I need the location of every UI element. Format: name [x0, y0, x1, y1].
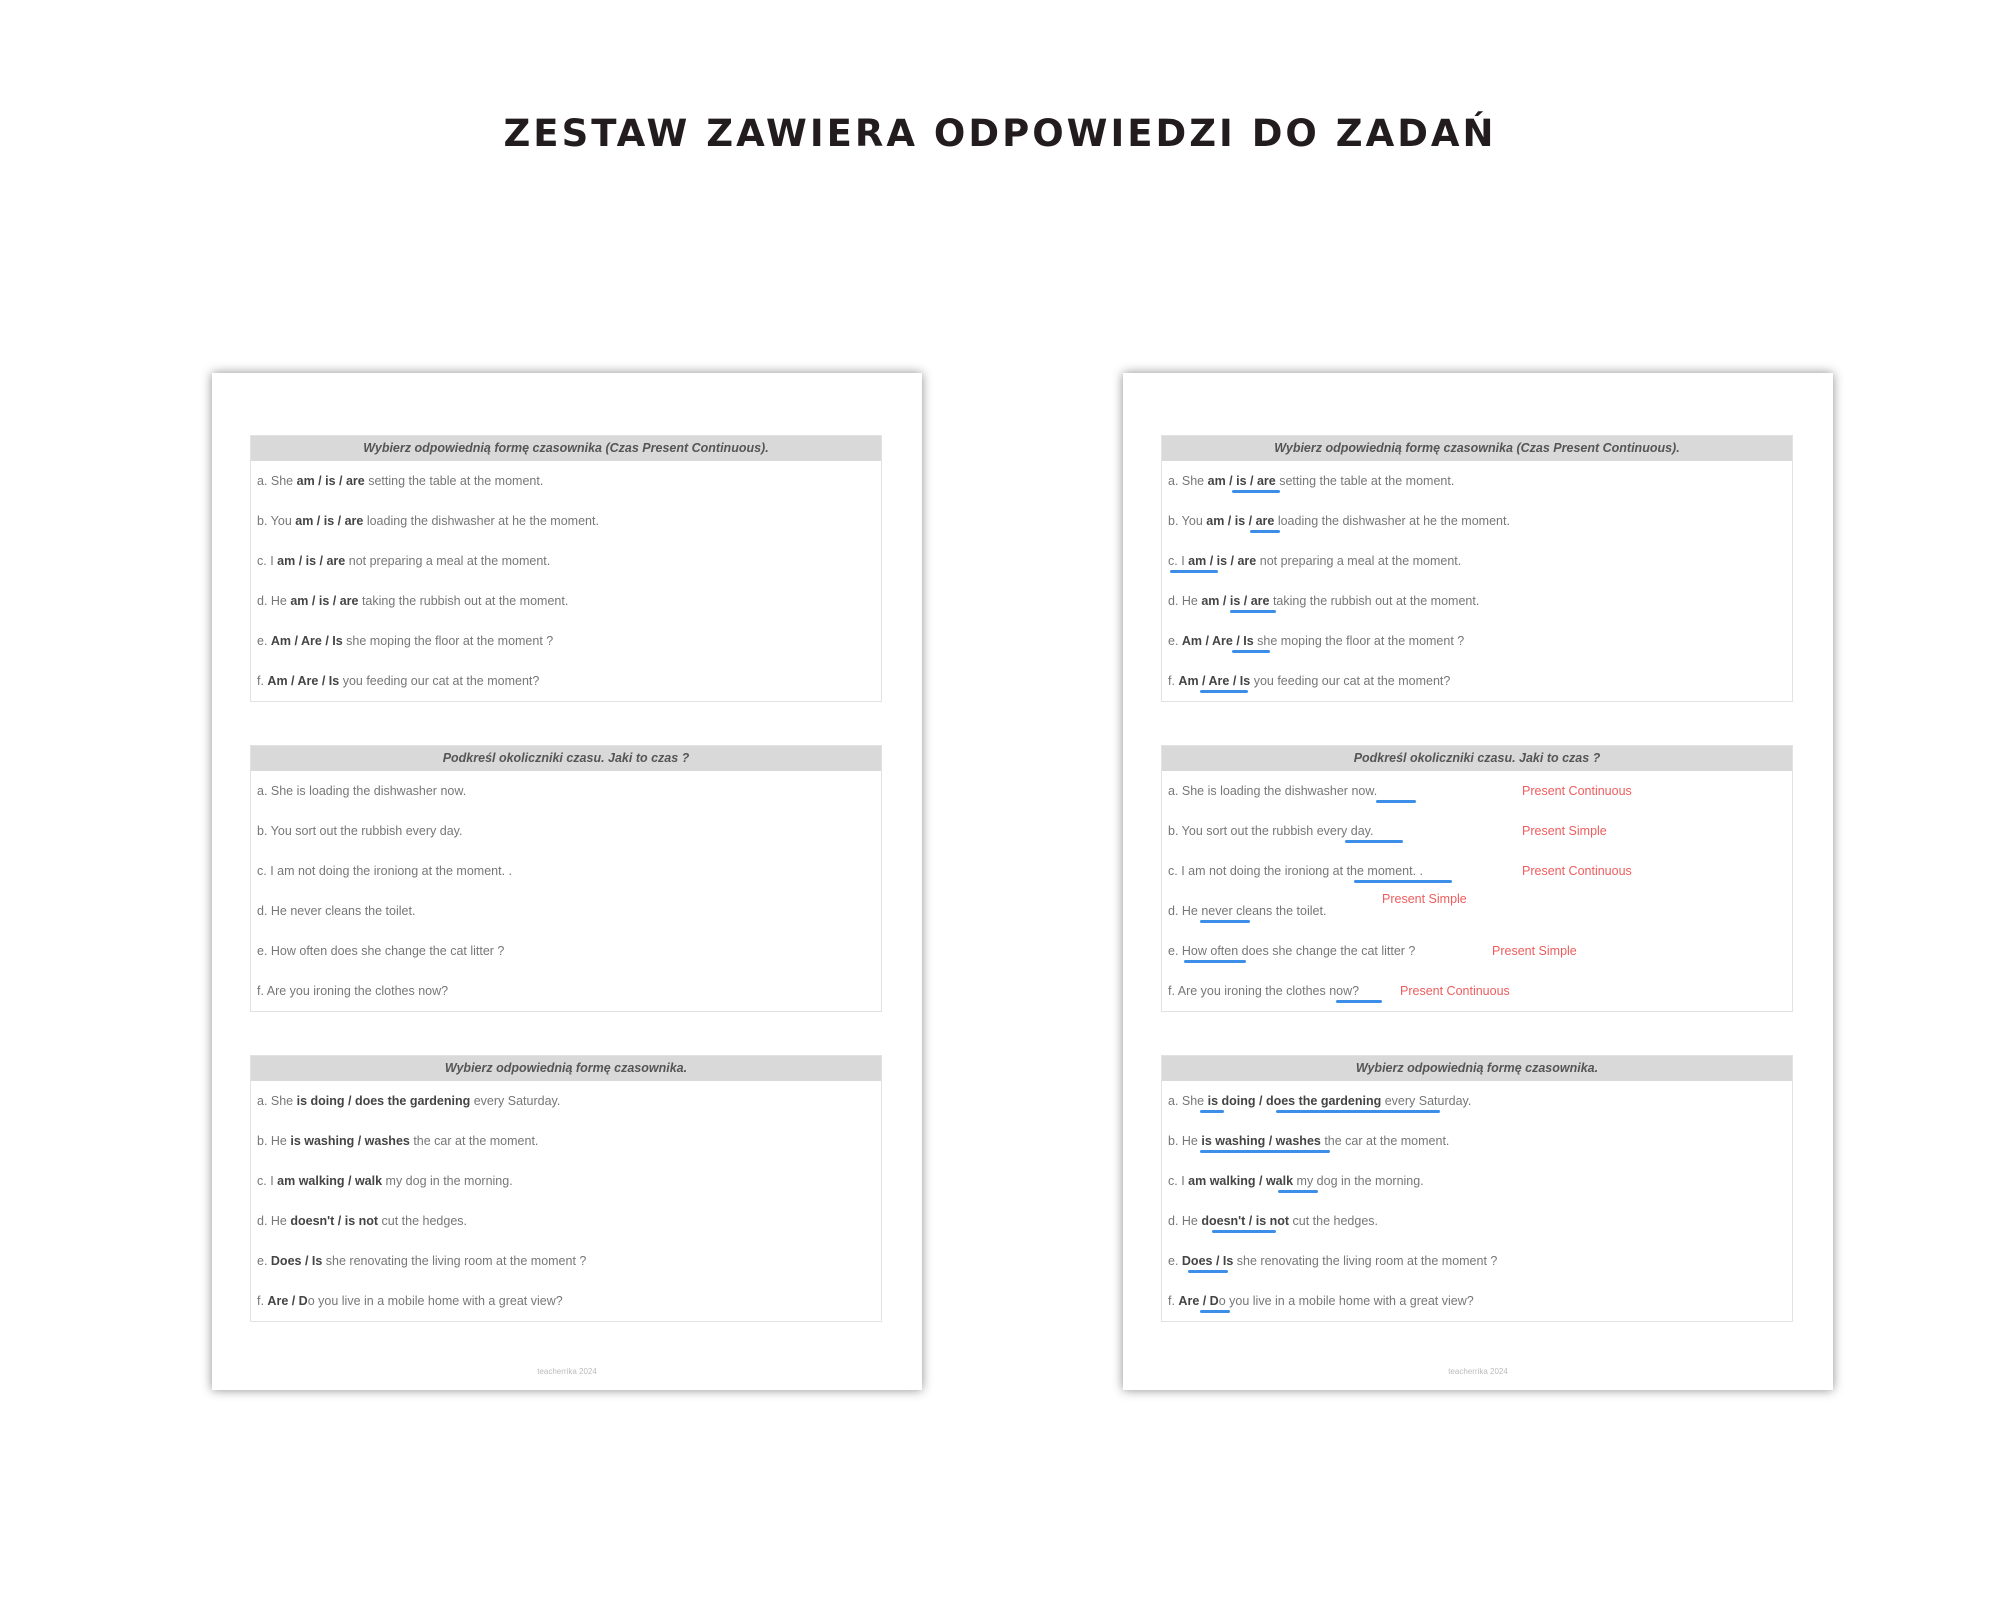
- item-text: f.: [257, 674, 268, 688]
- item-text: c. I: [1168, 1174, 1189, 1188]
- exercise-item: [251, 891, 881, 931]
- exercise-title: Wybierz odpowiednią formę czasownika (Czas Present Continuous).: [251, 436, 881, 461]
- exercise-item: [1162, 851, 1792, 891]
- item-text-rest: you feeding our cat at the moment?: [1250, 674, 1451, 688]
- item-text: f.: [257, 1294, 268, 1308]
- exercise-item: [1162, 581, 1792, 621]
- exercise-item: [251, 1201, 881, 1241]
- exercise-item: [1162, 621, 1792, 661]
- answer-tense-note: Present Simple: [1492, 944, 1577, 958]
- answer-underline: [1170, 570, 1218, 573]
- item-options: is doing / does the gardening: [296, 1094, 471, 1108]
- answer-underline: [1200, 690, 1248, 693]
- item-text: b. You sort out the rubbish every day.: [257, 824, 463, 838]
- answer-underline: [1278, 1190, 1318, 1193]
- exercise-item: [251, 811, 881, 851]
- item-text: c. I: [257, 554, 278, 568]
- exercise-block: [1161, 435, 1793, 702]
- item-text-rest: taking the rubbish out at the moment.: [1269, 594, 1480, 608]
- item-text-rest: cut the hedges.: [1289, 1214, 1379, 1228]
- exercise-item: [251, 621, 881, 661]
- answer-underline: [1184, 960, 1246, 963]
- answer-underline: [1200, 920, 1250, 923]
- exercise-item: [251, 541, 881, 581]
- exercise-item: [1162, 1161, 1792, 1201]
- item-options: Am / Are / Is: [1181, 634, 1254, 648]
- item-options: am / is / are: [290, 594, 359, 608]
- headline: ZESTAW ZAWIERA ODPOWIEDZI DO ZADAŃ: [503, 112, 1497, 155]
- item-text: b. You: [257, 514, 296, 528]
- item-text-rest: setting the table at the moment.: [364, 474, 544, 488]
- item-text: f.: [1168, 1294, 1179, 1308]
- exercise-title: Wybierz odpowiednią formę czasownika.: [1162, 1056, 1792, 1081]
- exercise-title: Podkreśl okoliczniki czasu. Jaki to czas ?: [1162, 746, 1792, 771]
- answer-underline: [1230, 610, 1276, 613]
- exercise-item: [251, 661, 881, 701]
- item-text-rest: you feeding our cat at the moment?: [339, 674, 540, 688]
- answer-underline: [1232, 650, 1270, 653]
- item-text-rest: o you live in a mobile home with a great view?: [1218, 1294, 1474, 1308]
- item-text-rest: my dog in the morning.: [1293, 1174, 1424, 1188]
- answer-underline: [1188, 1270, 1228, 1273]
- exercise-item: [251, 1241, 881, 1281]
- exercise-item: [251, 971, 881, 1011]
- item-text: c. I: [257, 1174, 278, 1188]
- item-text-rest: o you live in a mobile home with a great view?: [307, 1294, 563, 1308]
- answer-underline: [1276, 1110, 1440, 1113]
- item-options: am walking / walk: [277, 1174, 383, 1188]
- item-options: am walking / walk: [1188, 1174, 1294, 1188]
- item-text: a. She: [1168, 474, 1208, 488]
- item-text-rest: loading the dishwasher at he the moment.: [1274, 514, 1510, 528]
- item-text: f. Are you ironing the clothes now?: [1168, 984, 1360, 998]
- item-text: f.: [1168, 674, 1179, 688]
- item-options: Are / D: [267, 1294, 308, 1308]
- item-options: Are / D: [1178, 1294, 1219, 1308]
- answer-tense-note: Present Simple: [1382, 892, 1467, 906]
- item-text: d. He: [257, 1214, 291, 1228]
- item-text: e.: [257, 1254, 271, 1268]
- item-text: c. I am not doing the ironiong at the moment. .: [1168, 864, 1424, 878]
- answer-underline: [1250, 530, 1280, 533]
- item-text: c. I am not doing the ironiong at the moment. .: [257, 864, 513, 878]
- item-text-rest: loading the dishwasher at he the moment.: [363, 514, 599, 528]
- worksheet-page-blank: [212, 373, 922, 1390]
- exercise-item: [1162, 541, 1792, 581]
- answer-tense-note: Present Simple: [1522, 824, 1607, 838]
- exercise-item: [1162, 1281, 1792, 1321]
- exercise-block: [250, 1055, 882, 1322]
- item-options: am / is / are: [295, 514, 364, 528]
- item-text-rest: my dog in the morning.: [382, 1174, 513, 1188]
- exercise-item: [1162, 771, 1792, 811]
- item-text: d. He: [1168, 1214, 1202, 1228]
- exercise-item: [1162, 811, 1792, 851]
- exercise-item: [1162, 1241, 1792, 1281]
- page-footer: teacherrika 2024: [1448, 1367, 1508, 1376]
- item-options: is washing / washes: [290, 1134, 410, 1148]
- exercise-block: [250, 745, 882, 1012]
- item-options: am / is / are: [1206, 514, 1275, 528]
- item-text: f. Are you ironing the clothes now?: [257, 984, 449, 998]
- item-options: am / is / are: [277, 554, 346, 568]
- item-options: am / is / are: [1207, 474, 1276, 488]
- exercise-item: [251, 1161, 881, 1201]
- item-text-rest: she renovating the living room at the moment ?: [322, 1254, 587, 1268]
- item-text: d. He: [1168, 594, 1202, 608]
- answer-underline: [1200, 1310, 1230, 1313]
- answer-tense-note: Present Continuous: [1400, 984, 1510, 998]
- item-text-rest: cut the hedges.: [378, 1214, 468, 1228]
- item-text: e. How often does she change the cat litter ?: [1168, 944, 1416, 958]
- exercise-item: [1162, 1121, 1792, 1161]
- answer-underline: [1376, 800, 1416, 803]
- page-footer: teacherrika 2024: [537, 1367, 597, 1376]
- item-options: is washing / washes: [1201, 1134, 1321, 1148]
- exercise-item: [251, 851, 881, 891]
- item-options: am / is / are: [296, 474, 365, 488]
- exercise-item: [1162, 891, 1792, 931]
- item-text: b. You sort out the rubbish every day.: [1168, 824, 1374, 838]
- exercise-item: [251, 501, 881, 541]
- exercise-item: [251, 581, 881, 621]
- item-text-rest: every Saturday.: [1381, 1094, 1472, 1108]
- exercise-item: [1162, 931, 1792, 971]
- item-text-rest: the car at the moment.: [1320, 1134, 1450, 1148]
- item-text: a. She: [257, 474, 297, 488]
- exercise-title: Wybierz odpowiednią formę czasownika (Czas Present Continuous).: [1162, 436, 1792, 461]
- item-text: e.: [1168, 634, 1182, 648]
- item-text: e. How often does she change the cat litter ?: [257, 944, 505, 958]
- exercise-item: [1162, 971, 1792, 1011]
- answer-tense-note: Present Continuous: [1522, 864, 1632, 878]
- answer-underline: [1200, 1150, 1330, 1153]
- item-options: Am / Are / Is: [267, 674, 340, 688]
- exercise-item: [251, 1281, 881, 1321]
- item-text-rest: taking the rubbish out at the moment.: [358, 594, 569, 608]
- item-options: doesn't / is not: [290, 1214, 379, 1228]
- worksheet-page-answers: [1123, 373, 1833, 1390]
- item-text-rest: every Saturday.: [470, 1094, 561, 1108]
- item-text: a. She is loading the dishwasher now.: [1168, 784, 1378, 798]
- item-text-rest: she moping the floor at the moment ?: [342, 634, 554, 648]
- exercise-item: [251, 771, 881, 811]
- item-text: d. He: [257, 594, 291, 608]
- item-text: b. He: [257, 1134, 291, 1148]
- item-text: e.: [257, 634, 271, 648]
- exercise-item: [251, 931, 881, 971]
- answer-underline: [1212, 1230, 1276, 1233]
- item-text: a. She is loading the dishwasher now.: [257, 784, 467, 798]
- exercise-item: [251, 461, 881, 501]
- exercise-item: [251, 1081, 881, 1121]
- exercise-item: [251, 1121, 881, 1161]
- answer-underline: [1232, 490, 1280, 493]
- item-options: doesn't / is not: [1201, 1214, 1290, 1228]
- exercise-item: [1162, 461, 1792, 501]
- exercise-item: [1162, 1201, 1792, 1241]
- item-text: e.: [1168, 1254, 1182, 1268]
- item-text-rest: not preparing a meal at the moment.: [1256, 554, 1462, 568]
- item-text-rest: not preparing a meal at the moment.: [345, 554, 551, 568]
- exercise-title: Wybierz odpowiednią formę czasownika.: [251, 1056, 881, 1081]
- item-text: b. He: [1168, 1134, 1202, 1148]
- exercise-item: [1162, 1081, 1792, 1121]
- item-options: Am / Are / Is: [270, 634, 343, 648]
- exercise-item: [1162, 501, 1792, 541]
- item-text: c. I: [1168, 554, 1189, 568]
- item-options: is doing / does the gardening: [1207, 1094, 1382, 1108]
- item-options: Does / Is: [270, 1254, 323, 1268]
- exercise-title: Podkreśl okoliczniki czasu. Jaki to czas ?: [251, 746, 881, 771]
- item-text: a. She: [257, 1094, 297, 1108]
- answer-underline: [1200, 1110, 1224, 1113]
- item-options: am / is / are: [1201, 594, 1270, 608]
- item-options: Am / Are / Is: [1178, 674, 1251, 688]
- answer-underline: [1345, 840, 1403, 843]
- item-text: a. She: [1168, 1094, 1208, 1108]
- exercise-block: [250, 435, 882, 702]
- item-options: Does / Is: [1181, 1254, 1234, 1268]
- item-text: d. He never cleans the toilet.: [257, 904, 416, 918]
- item-text: d. He never cleans the toilet.: [1168, 904, 1327, 918]
- item-options: am / is / are: [1188, 554, 1257, 568]
- answer-underline: [1336, 1000, 1382, 1003]
- item-text-rest: she moping the floor at the moment ?: [1253, 634, 1465, 648]
- item-text-rest: the car at the moment.: [409, 1134, 539, 1148]
- item-text: b. You: [1168, 514, 1207, 528]
- exercise-block: [1161, 745, 1793, 1012]
- exercise-block: [1161, 1055, 1793, 1322]
- item-text-rest: setting the table at the moment.: [1275, 474, 1455, 488]
- exercise-item: [1162, 661, 1792, 701]
- item-text-rest: she renovating the living room at the moment ?: [1233, 1254, 1498, 1268]
- answer-tense-note: Present Continuous: [1522, 784, 1632, 798]
